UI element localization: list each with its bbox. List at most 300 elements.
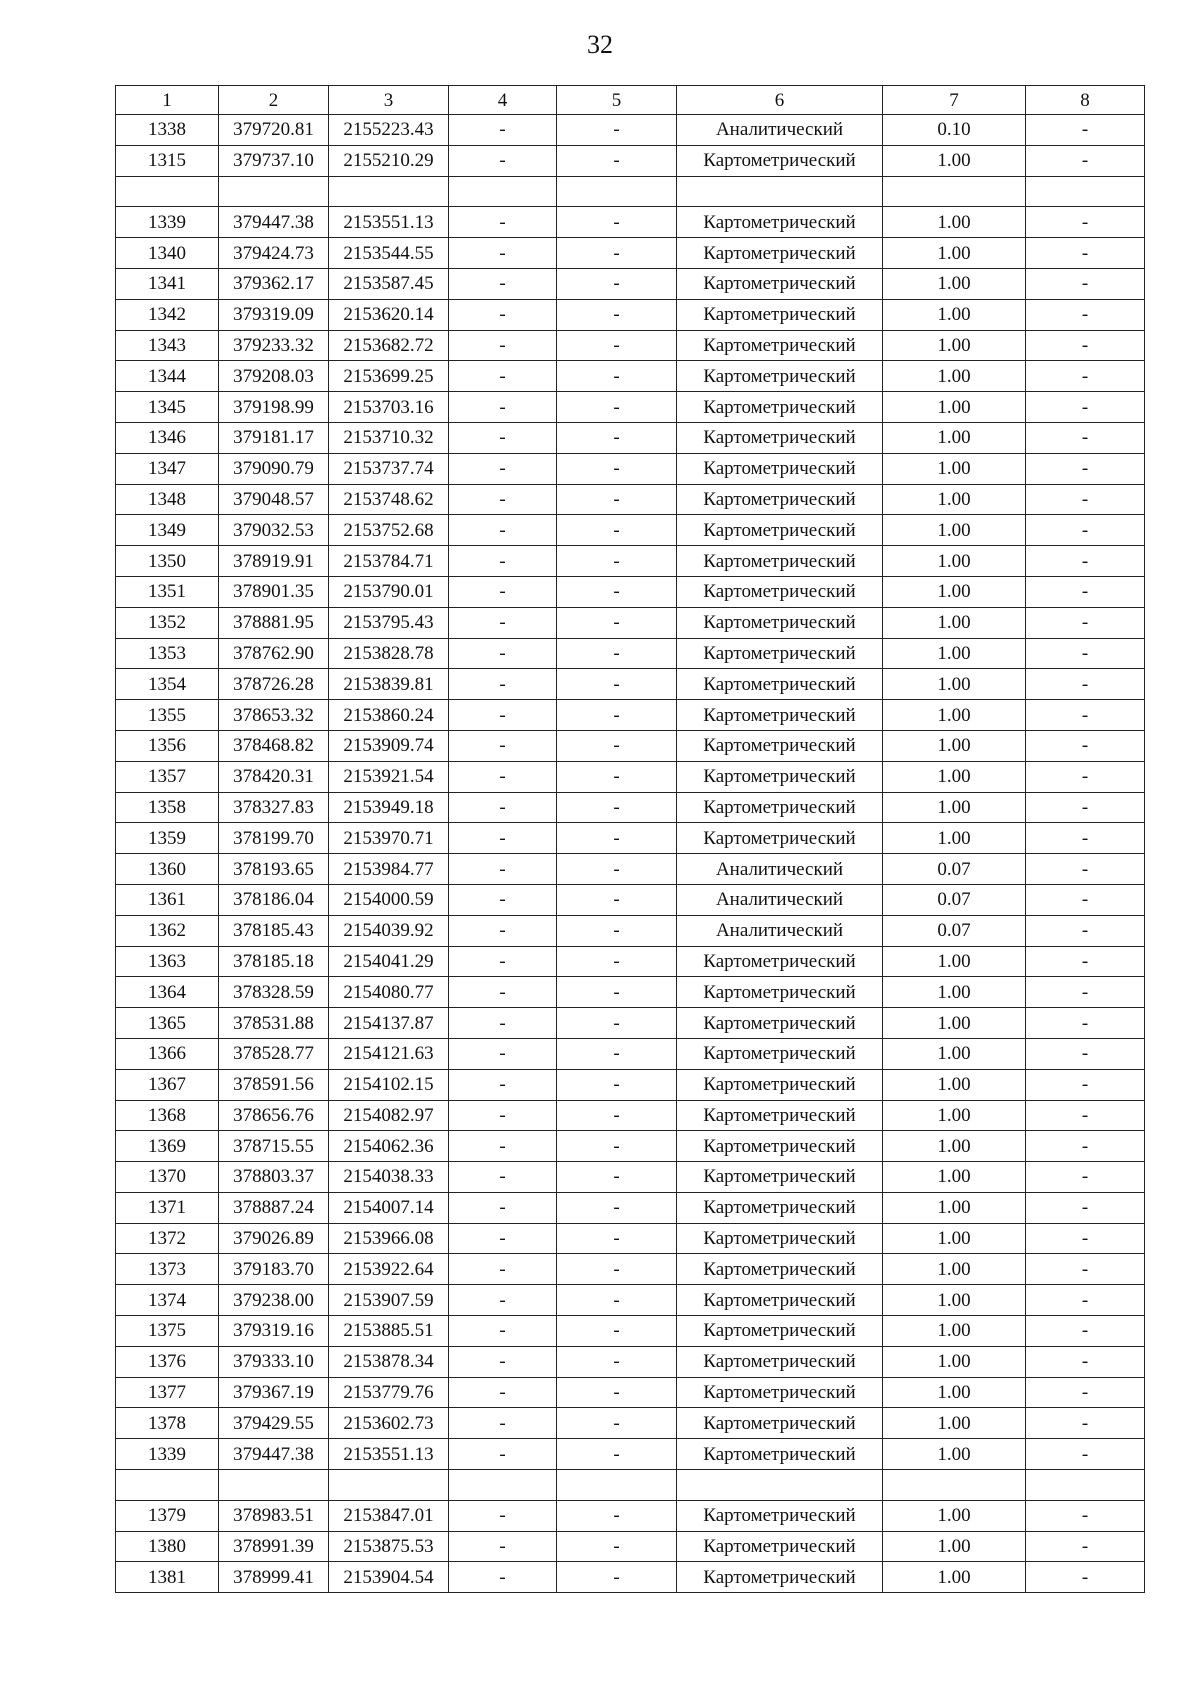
table-cell: 2153795.43 [329, 607, 449, 638]
table-row [116, 669, 1145, 700]
table-cell: 1315 [116, 145, 219, 176]
table-cell: - [557, 761, 677, 792]
table-row [116, 854, 1145, 885]
table-cell: Картометрический [677, 422, 883, 453]
table-cell: - [449, 1346, 557, 1377]
table-row [116, 484, 1145, 515]
table-cell: 1374 [116, 1285, 219, 1316]
table-cell: Картометрический [677, 361, 883, 392]
table-row [116, 453, 1145, 484]
page-number: 32 [587, 30, 613, 59]
table-cell: - [1026, 1439, 1145, 1470]
table-cell: 378715.55 [219, 1131, 329, 1162]
column-header: 1 [116, 86, 219, 115]
table-row [116, 1377, 1145, 1408]
table-cell: Картометрический [677, 638, 883, 669]
table-cell: 379208.03 [219, 361, 329, 392]
table-cell: 379181.17 [219, 422, 329, 453]
table-cell: - [1026, 453, 1145, 484]
table-cell: - [557, 915, 677, 946]
table-cell: - [449, 1162, 557, 1193]
table-cell: - [557, 730, 677, 761]
table-cell: 379048.57 [219, 484, 329, 515]
table-cell: 1381 [116, 1562, 219, 1593]
table-cell: 379424.73 [219, 238, 329, 269]
table-cell: 1379 [116, 1500, 219, 1531]
table-cell: - [449, 854, 557, 885]
table-row [116, 977, 1145, 1008]
table-cell: 379183.70 [219, 1254, 329, 1285]
table-cell [219, 1470, 329, 1501]
table-cell: - [1026, 1038, 1145, 1069]
table-cell: - [449, 946, 557, 977]
table-cell [1026, 176, 1145, 207]
table-cell: Картометрический [677, 977, 883, 1008]
table-cell: 378901.35 [219, 576, 329, 607]
table-cell: 1366 [116, 1038, 219, 1069]
table-cell [557, 176, 677, 207]
table-cell [449, 1470, 557, 1501]
table-cell: - [1026, 238, 1145, 269]
table-cell: 2153885.51 [329, 1316, 449, 1347]
table-cell: - [449, 761, 557, 792]
table-cell [677, 176, 883, 207]
table-cell: - [557, 115, 677, 146]
table-cell: - [1026, 1562, 1145, 1593]
table-cell: 1347 [116, 453, 219, 484]
table-cell: Аналитический [677, 884, 883, 915]
table-cell: 379233.32 [219, 330, 329, 361]
table-cell: Картометрический [677, 453, 883, 484]
table-cell: - [557, 453, 677, 484]
table-cell: 1.00 [883, 422, 1026, 453]
table-cell: 1.00 [883, 207, 1026, 238]
table-cell: - [557, 1008, 677, 1039]
table-cell: 379720.81 [219, 115, 329, 146]
table-cell: - [1026, 268, 1145, 299]
table-cell [883, 1470, 1026, 1501]
table-cell: 2153860.24 [329, 700, 449, 731]
table-cell: Картометрический [677, 207, 883, 238]
table-cell: 2153710.32 [329, 422, 449, 453]
table-cell: 1.00 [883, 484, 1026, 515]
table-cell: Картометрический [677, 1377, 883, 1408]
table-cell: 2153839.81 [329, 669, 449, 700]
table-cell: 378762.90 [219, 638, 329, 669]
table-cell: 1.00 [883, 1254, 1026, 1285]
table-cell [677, 1470, 883, 1501]
table-cell: - [557, 823, 677, 854]
table-cell: 2153752.68 [329, 515, 449, 546]
table-cell: 378328.59 [219, 977, 329, 1008]
table-cell [116, 176, 219, 207]
table-cell: 379026.89 [219, 1223, 329, 1254]
table-cell: 2155210.29 [329, 145, 449, 176]
table-cell: 1.00 [883, 607, 1026, 638]
table-cell: 0.07 [883, 915, 1026, 946]
table-cell: - [557, 207, 677, 238]
column-header: 3 [329, 86, 449, 115]
table-cell: - [557, 361, 677, 392]
table-cell: - [1026, 915, 1145, 946]
table-cell: 1.00 [883, 1100, 1026, 1131]
table-cell: - [557, 484, 677, 515]
table-cell: Картометрический [677, 1162, 883, 1193]
table-cell: 1355 [116, 700, 219, 731]
table-cell: 1.00 [883, 761, 1026, 792]
table-cell: Картометрический [677, 299, 883, 330]
table-cell: 379362.17 [219, 268, 329, 299]
table-cell: - [557, 977, 677, 1008]
table-cell: 1344 [116, 361, 219, 392]
table-cell: - [1026, 946, 1145, 977]
table-cell: 2154007.14 [329, 1192, 449, 1223]
table-cell: - [1026, 115, 1145, 146]
table-row [116, 145, 1145, 176]
table-row [116, 392, 1145, 423]
table-cell: - [557, 792, 677, 823]
table-cell: 378531.88 [219, 1008, 329, 1039]
table-cell: 1.00 [883, 330, 1026, 361]
table-cell: 1363 [116, 946, 219, 977]
table-cell: 378185.18 [219, 946, 329, 977]
table-cell: 1.00 [883, 515, 1026, 546]
table-cell: - [449, 823, 557, 854]
table-cell: - [1026, 1192, 1145, 1223]
table-cell: 1380 [116, 1531, 219, 1562]
table-cell: - [449, 638, 557, 669]
table-cell: 1.00 [883, 1162, 1026, 1193]
table-cell: 1351 [116, 576, 219, 607]
table-cell: 2153551.13 [329, 207, 449, 238]
table-row [116, 576, 1145, 607]
table-row [116, 915, 1145, 946]
table-cell: - [1026, 330, 1145, 361]
table-cell: - [449, 392, 557, 423]
table-row [116, 422, 1145, 453]
column-header: 5 [557, 86, 677, 115]
table-cell: - [557, 1254, 677, 1285]
table-cell: - [1026, 884, 1145, 915]
table-cell: 1.00 [883, 1192, 1026, 1223]
table-cell: 379319.09 [219, 299, 329, 330]
table-cell: - [449, 268, 557, 299]
table-cell: - [1026, 1162, 1145, 1193]
table-cell: - [557, 1316, 677, 1347]
table-cell: 2154000.59 [329, 884, 449, 915]
table-cell: 1.00 [883, 1316, 1026, 1347]
table-cell: 378887.24 [219, 1192, 329, 1223]
table-cell: 1360 [116, 854, 219, 885]
table-cell [329, 1470, 449, 1501]
table-cell: 1350 [116, 546, 219, 577]
table-cell: 1362 [116, 915, 219, 946]
table-row [116, 207, 1145, 238]
table-cell: 2153551.13 [329, 1439, 449, 1470]
coordinates-table [115, 85, 1145, 1593]
table-cell: 379032.53 [219, 515, 329, 546]
table-cell: Картометрический [677, 484, 883, 515]
table-cell: - [449, 145, 557, 176]
table-cell: - [557, 1131, 677, 1162]
table-row [116, 638, 1145, 669]
table-cell: 378653.32 [219, 700, 329, 731]
table-cell: Картометрический [677, 946, 883, 977]
table-cell: 2153703.16 [329, 392, 449, 423]
table-row [116, 515, 1145, 546]
table-cell: 0.07 [883, 854, 1026, 885]
table-cell: 1352 [116, 607, 219, 638]
table-cell: 2153966.08 [329, 1223, 449, 1254]
table-cell: - [449, 977, 557, 1008]
table-cell: - [449, 299, 557, 330]
table-cell: - [449, 422, 557, 453]
table-cell: 1376 [116, 1346, 219, 1377]
table-cell: 1354 [116, 669, 219, 700]
table-cell: - [1026, 1316, 1145, 1347]
table-cell: Картометрический [677, 1038, 883, 1069]
table-cell: 2154080.77 [329, 977, 449, 1008]
table-cell [116, 1470, 219, 1501]
table-cell: - [1026, 207, 1145, 238]
table-row [116, 946, 1145, 977]
table-cell: - [557, 392, 677, 423]
table-cell: Картометрический [677, 1254, 883, 1285]
table-cell: 1356 [116, 730, 219, 761]
table-cell: 1.00 [883, 1038, 1026, 1069]
table-cell: - [449, 453, 557, 484]
table-cell: 1345 [116, 392, 219, 423]
table-cell: - [449, 1377, 557, 1408]
table-row [116, 607, 1145, 638]
table-cell: 1364 [116, 977, 219, 1008]
table-row [116, 546, 1145, 577]
table-cell: Картометрический [677, 823, 883, 854]
table-cell: - [1026, 1500, 1145, 1531]
table-cell: 378656.76 [219, 1100, 329, 1131]
table-cell: - [1026, 792, 1145, 823]
table-cell: - [449, 669, 557, 700]
table-cell: - [1026, 484, 1145, 515]
table-cell: 378528.77 [219, 1038, 329, 1069]
table-cell: - [449, 546, 557, 577]
table-cell: - [557, 1192, 677, 1223]
table-cell: 1.00 [883, 1131, 1026, 1162]
table-cell: 1.00 [883, 1439, 1026, 1470]
table-row [116, 1008, 1145, 1039]
table-header-row [116, 86, 1145, 115]
table-cell: 2153922.64 [329, 1254, 449, 1285]
table-cell: 1.00 [883, 792, 1026, 823]
table-cell: - [1026, 1285, 1145, 1316]
table-cell: 1.00 [883, 1377, 1026, 1408]
table-cell: - [449, 1192, 557, 1223]
table-cell: Картометрический [677, 330, 883, 361]
table-cell: - [449, 1223, 557, 1254]
table-cell: - [557, 1500, 677, 1531]
table-cell: - [449, 1531, 557, 1562]
table-cell: - [449, 1131, 557, 1162]
table-cell: 1.00 [883, 1346, 1026, 1377]
table-cell: Картометрический [677, 761, 883, 792]
table-cell: Картометрический [677, 268, 883, 299]
table-cell: - [557, 946, 677, 977]
table-cell: - [449, 1254, 557, 1285]
table-cell: 378199.70 [219, 823, 329, 854]
table-cell: - [1026, 1131, 1145, 1162]
table-cell: 1.00 [883, 453, 1026, 484]
table-cell: 1378 [116, 1408, 219, 1439]
table-cell: 2154038.33 [329, 1162, 449, 1193]
table-cell: - [557, 638, 677, 669]
table-cell: 379429.55 [219, 1408, 329, 1439]
table-cell: - [449, 115, 557, 146]
table-cell: 378726.28 [219, 669, 329, 700]
table-cell: - [557, 1377, 677, 1408]
table-cell: - [557, 1162, 677, 1193]
table-cell: 2153779.76 [329, 1377, 449, 1408]
table-cell: - [557, 1223, 677, 1254]
table-cell: - [1026, 700, 1145, 731]
table-cell: 378999.41 [219, 1562, 329, 1593]
table-cell: 1357 [116, 761, 219, 792]
table-cell: - [449, 1316, 557, 1347]
table-cell: 2153907.59 [329, 1285, 449, 1316]
table-cell: 379198.99 [219, 392, 329, 423]
table-cell: 1.00 [883, 361, 1026, 392]
table-cell: - [557, 145, 677, 176]
table-cell: - [557, 546, 677, 577]
table-cell: 2153847.01 [329, 1500, 449, 1531]
table-cell: Картометрический [677, 145, 883, 176]
table-cell: - [1026, 823, 1145, 854]
table-cell: 2153699.25 [329, 361, 449, 392]
table-separator-row [116, 176, 1145, 207]
table-cell: 378327.83 [219, 792, 329, 823]
table-cell [219, 176, 329, 207]
table-cell: - [557, 1408, 677, 1439]
table-cell: 2154137.87 [329, 1008, 449, 1039]
table-cell: Картометрический [677, 576, 883, 607]
table-cell: 1375 [116, 1316, 219, 1347]
table-cell: - [1026, 977, 1145, 1008]
table-cell: - [449, 915, 557, 946]
table-cell: Аналитический [677, 854, 883, 885]
table-cell: 2155223.43 [329, 115, 449, 146]
table-cell: - [449, 576, 557, 607]
column-header: 8 [1026, 86, 1145, 115]
table-cell: 2153602.73 [329, 1408, 449, 1439]
table-cell: - [1026, 576, 1145, 607]
table-cell: 2153921.54 [329, 761, 449, 792]
table-cell: 379319.16 [219, 1316, 329, 1347]
table-cell: - [1026, 1254, 1145, 1285]
table-cell: 1.00 [883, 1562, 1026, 1593]
table-cell: 2153970.71 [329, 823, 449, 854]
table-cell: 1339 [116, 207, 219, 238]
table-cell: - [1026, 515, 1145, 546]
table-cell: - [1026, 145, 1145, 176]
table-cell: 1.00 [883, 700, 1026, 731]
table-row [116, 823, 1145, 854]
table-cell: 1358 [116, 792, 219, 823]
table-cell: 1.00 [883, 1223, 1026, 1254]
table-cell: - [449, 238, 557, 269]
table-cell: Картометрический [677, 1408, 883, 1439]
table-cell: 378591.56 [219, 1069, 329, 1100]
table-cell: 2153875.53 [329, 1531, 449, 1562]
table-cell: 1.00 [883, 1408, 1026, 1439]
table-cell: - [557, 576, 677, 607]
table-cell: 1365 [116, 1008, 219, 1039]
table-cell: 2153790.01 [329, 576, 449, 607]
table-cell: 1.00 [883, 145, 1026, 176]
table-cell: 1341 [116, 268, 219, 299]
table-cell: Картометрический [677, 1100, 883, 1131]
table-cell: 1349 [116, 515, 219, 546]
table-cell: - [557, 422, 677, 453]
table-cell: 379447.38 [219, 207, 329, 238]
table-cell: 1359 [116, 823, 219, 854]
table-cell: 1.00 [883, 1008, 1026, 1039]
table-row [116, 1500, 1145, 1531]
table-cell: - [1026, 669, 1145, 700]
table-cell: - [1026, 1531, 1145, 1562]
table-cell: - [1026, 761, 1145, 792]
table-cell: - [449, 1562, 557, 1593]
table-cell: 1.00 [883, 946, 1026, 977]
table-cell [883, 176, 1026, 207]
table-cell: 379090.79 [219, 453, 329, 484]
table-cell: - [1026, 1377, 1145, 1408]
table-cell: - [557, 1100, 677, 1131]
table-cell: - [557, 268, 677, 299]
table-cell: - [1026, 730, 1145, 761]
table-cell: 379737.10 [219, 145, 329, 176]
table-cell: Картометрический [677, 546, 883, 577]
table-cell: 1.00 [883, 823, 1026, 854]
table-cell: Картометрический [677, 1531, 883, 1562]
table-cell: 1.00 [883, 1069, 1026, 1100]
table-cell: 1.00 [883, 299, 1026, 330]
table-cell: - [557, 1069, 677, 1100]
table-cell: 2153748.62 [329, 484, 449, 515]
table-cell: 2153909.74 [329, 730, 449, 761]
table-cell: 1361 [116, 884, 219, 915]
column-header: 2 [219, 86, 329, 115]
table-cell: 1377 [116, 1377, 219, 1408]
table-cell: 1.00 [883, 546, 1026, 577]
table-cell: - [449, 607, 557, 638]
table-cell: Картометрический [677, 730, 883, 761]
table-cell: 2154039.92 [329, 915, 449, 946]
table-cell: 2153737.74 [329, 453, 449, 484]
table-cell: 1368 [116, 1100, 219, 1131]
table-cell: - [557, 1531, 677, 1562]
table-cell: Аналитический [677, 915, 883, 946]
table-cell: - [1026, 1408, 1145, 1439]
table-cell: Картометрический [677, 1069, 883, 1100]
column-header: 7 [883, 86, 1026, 115]
table-row [116, 1254, 1145, 1285]
table-cell: 1.00 [883, 977, 1026, 1008]
table-row [116, 1346, 1145, 1377]
table-row [116, 1192, 1145, 1223]
table-cell: 378881.95 [219, 607, 329, 638]
table-cell: 1.00 [883, 1500, 1026, 1531]
table-row [116, 792, 1145, 823]
table-cell: 378186.04 [219, 884, 329, 915]
